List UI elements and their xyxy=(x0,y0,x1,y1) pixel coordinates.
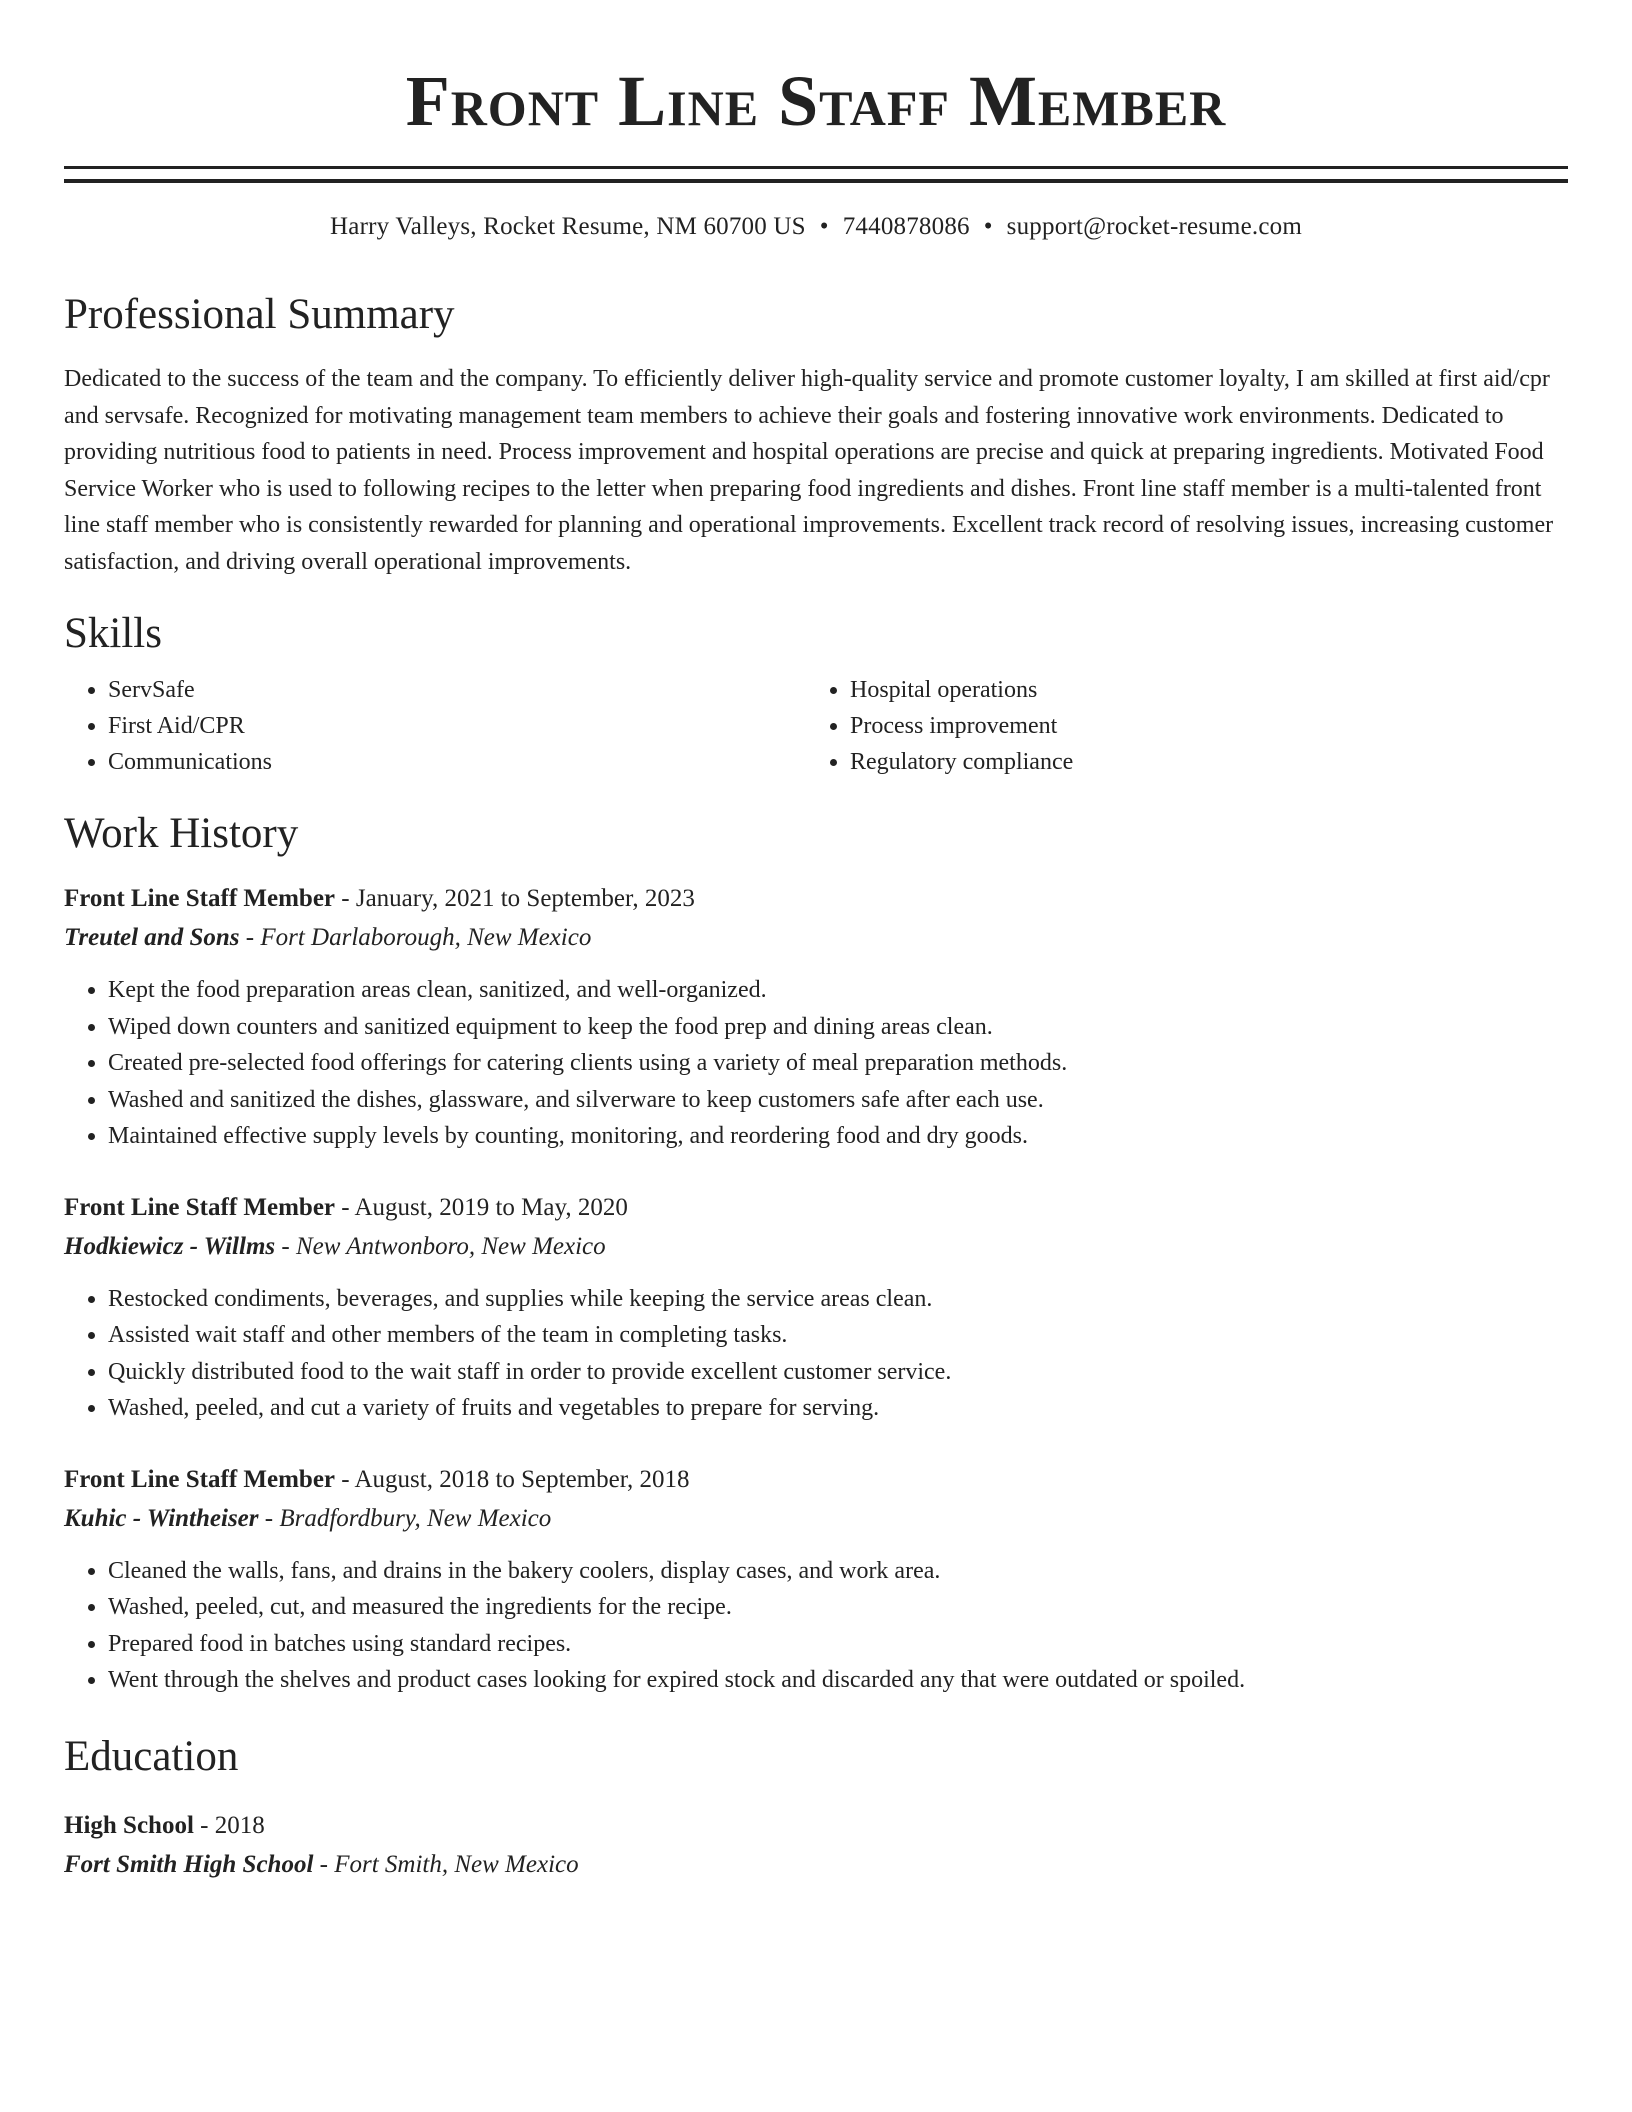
job-company-line xyxy=(64,918,1568,958)
list-item: • Washed and sanitized the dishes, glassware, and silverware to keep customers safe after each use. xyxy=(108,1082,1568,1119)
skills-column-right xyxy=(806,672,1548,780)
skill-item: • Hospital operations xyxy=(850,672,1548,708)
skill-item: • First Aid/CPR xyxy=(108,708,806,744)
skills-column-left xyxy=(64,672,806,780)
resume-title: Front Line Staff Member xyxy=(405,61,1227,141)
list-item: • Wiped down counters and sanitized equipment to keep the food prep and dining areas clean. xyxy=(108,1009,1568,1046)
list-item: • Quickly distributed food to the wait staff in order to provide excellent customer service. xyxy=(108,1354,1568,1391)
list-item: • Maintained effective supply levels by counting, monitoring, and reordering food and dry goods. xyxy=(108,1118,1568,1155)
education-degree: High School xyxy=(64,1811,194,1839)
education-heading: Education xyxy=(64,1732,239,1780)
education-entry xyxy=(64,1807,1568,1885)
skill-item: • Communications xyxy=(108,744,806,780)
job-company: Treutel and Sons xyxy=(64,924,240,951)
education-degree-line xyxy=(64,1807,1568,1845)
job-location: - New Antwonboro, New Mexico xyxy=(275,1232,606,1260)
education-school: Fort Smith High School xyxy=(64,1850,314,1878)
job-duties xyxy=(64,1281,1568,1427)
contact-email: support@rocket-resume.com xyxy=(1006,213,1302,240)
contact-address: Harry Valleys, Rocket Resume, NM 60700 US xyxy=(330,213,806,240)
skills-heading: Skills xyxy=(64,610,162,657)
job-company-line xyxy=(64,1227,1568,1267)
job-title: Front Line Staff Member xyxy=(64,1465,336,1493)
contact-line xyxy=(64,211,1568,243)
list-item: • Restocked condiments, beverages, and supplies while keeping the service areas clean. xyxy=(108,1281,1568,1318)
job-title-line xyxy=(64,1189,1568,1227)
skill-item: • Regulatory compliance xyxy=(850,744,1548,780)
job-company-line xyxy=(64,1499,1568,1539)
work-history-heading: Work History xyxy=(64,810,299,857)
job-company: Hodkiewicz - Willms xyxy=(64,1232,276,1260)
title-double-rule xyxy=(64,166,1568,183)
job-dates: - August, 2019 to May, 2020 xyxy=(335,1193,628,1221)
job-entry xyxy=(64,1461,1568,1699)
job-dates: - January, 2021 to September, 2023 xyxy=(335,885,695,912)
job-title-line xyxy=(64,880,1568,918)
summary-text: Dedicated to the success of the team and the company. To efficiently deliver high-quality service and promote customer loyalty, I am skilled at first aid/cpr and servsafe. Recognized for motivating management team members to achieve their goals and fostering innovative work environments. Dedicated to providing nutritious food to patients in need. Process improvement and hospital operations are precise and quick at preparing ingredients. Motivated Food Service Worker who is used to following recipes to the letter when preparing food ingredients and dishes. Front line staff member is a multi-talented front line staff member who is consistently rewarded for planning and operational improvements. Excellent track record of resolving issues, increasing customer satisfaction, and driving overall operational improvements. xyxy=(64,366,1554,575)
job-duties xyxy=(64,972,1568,1155)
job-entry xyxy=(64,880,1568,1155)
job-dates: - August, 2018 to September, 2018 xyxy=(335,1465,690,1493)
education-year: - 2018 xyxy=(193,1811,265,1839)
list-item: • Went through the shelves and product cases looking for expired stock and discarded any that were outdated or spoiled. xyxy=(108,1662,1568,1699)
list-item: • Washed, peeled, cut, and measured the ingredients for the recipe. xyxy=(108,1589,1568,1626)
list-item: • Kept the food preparation areas clean, sanitized, and well-organized. xyxy=(108,972,1568,1009)
contact-separator: • xyxy=(983,213,993,240)
list-item: • Prepared food in batches using standard recipes. xyxy=(108,1626,1568,1663)
contact-phone: 7440878086 xyxy=(842,213,970,240)
skill-item: • Process improvement xyxy=(850,708,1548,744)
job-title: Front Line Staff Member xyxy=(64,1193,336,1221)
summary-heading: Professional Summary xyxy=(64,291,455,338)
job-company: Kuhic - Wintheiser xyxy=(64,1504,259,1532)
job-title-line xyxy=(64,1461,1568,1499)
job-location: - Bradfordbury, New Mexico xyxy=(258,1504,552,1532)
job-location: - Fort Darlaborough, New Mexico xyxy=(239,924,592,951)
skills-list xyxy=(64,672,1568,780)
education-location: - Fort Smith, New Mexico xyxy=(313,1850,579,1878)
list-item: • Assisted wait staff and other members of the team in completing tasks. xyxy=(108,1317,1568,1354)
job-title: Front Line Staff Member xyxy=(64,885,336,912)
job-duties xyxy=(64,1553,1568,1699)
education-school-line xyxy=(64,1845,1568,1885)
job-entry xyxy=(64,1189,1568,1427)
list-item: • Created pre-selected food offerings for catering clients using a variety of meal preparation methods. xyxy=(108,1045,1568,1082)
list-item: • Washed, peeled, and cut a variety of fruits and vegetables to prepare for serving. xyxy=(108,1390,1568,1427)
list-item: • Cleaned the walls, fans, and drains in the bakery coolers, display cases, and work area. xyxy=(108,1553,1568,1590)
skill-item: • ServSafe xyxy=(108,672,806,708)
contact-separator: • xyxy=(819,213,829,240)
